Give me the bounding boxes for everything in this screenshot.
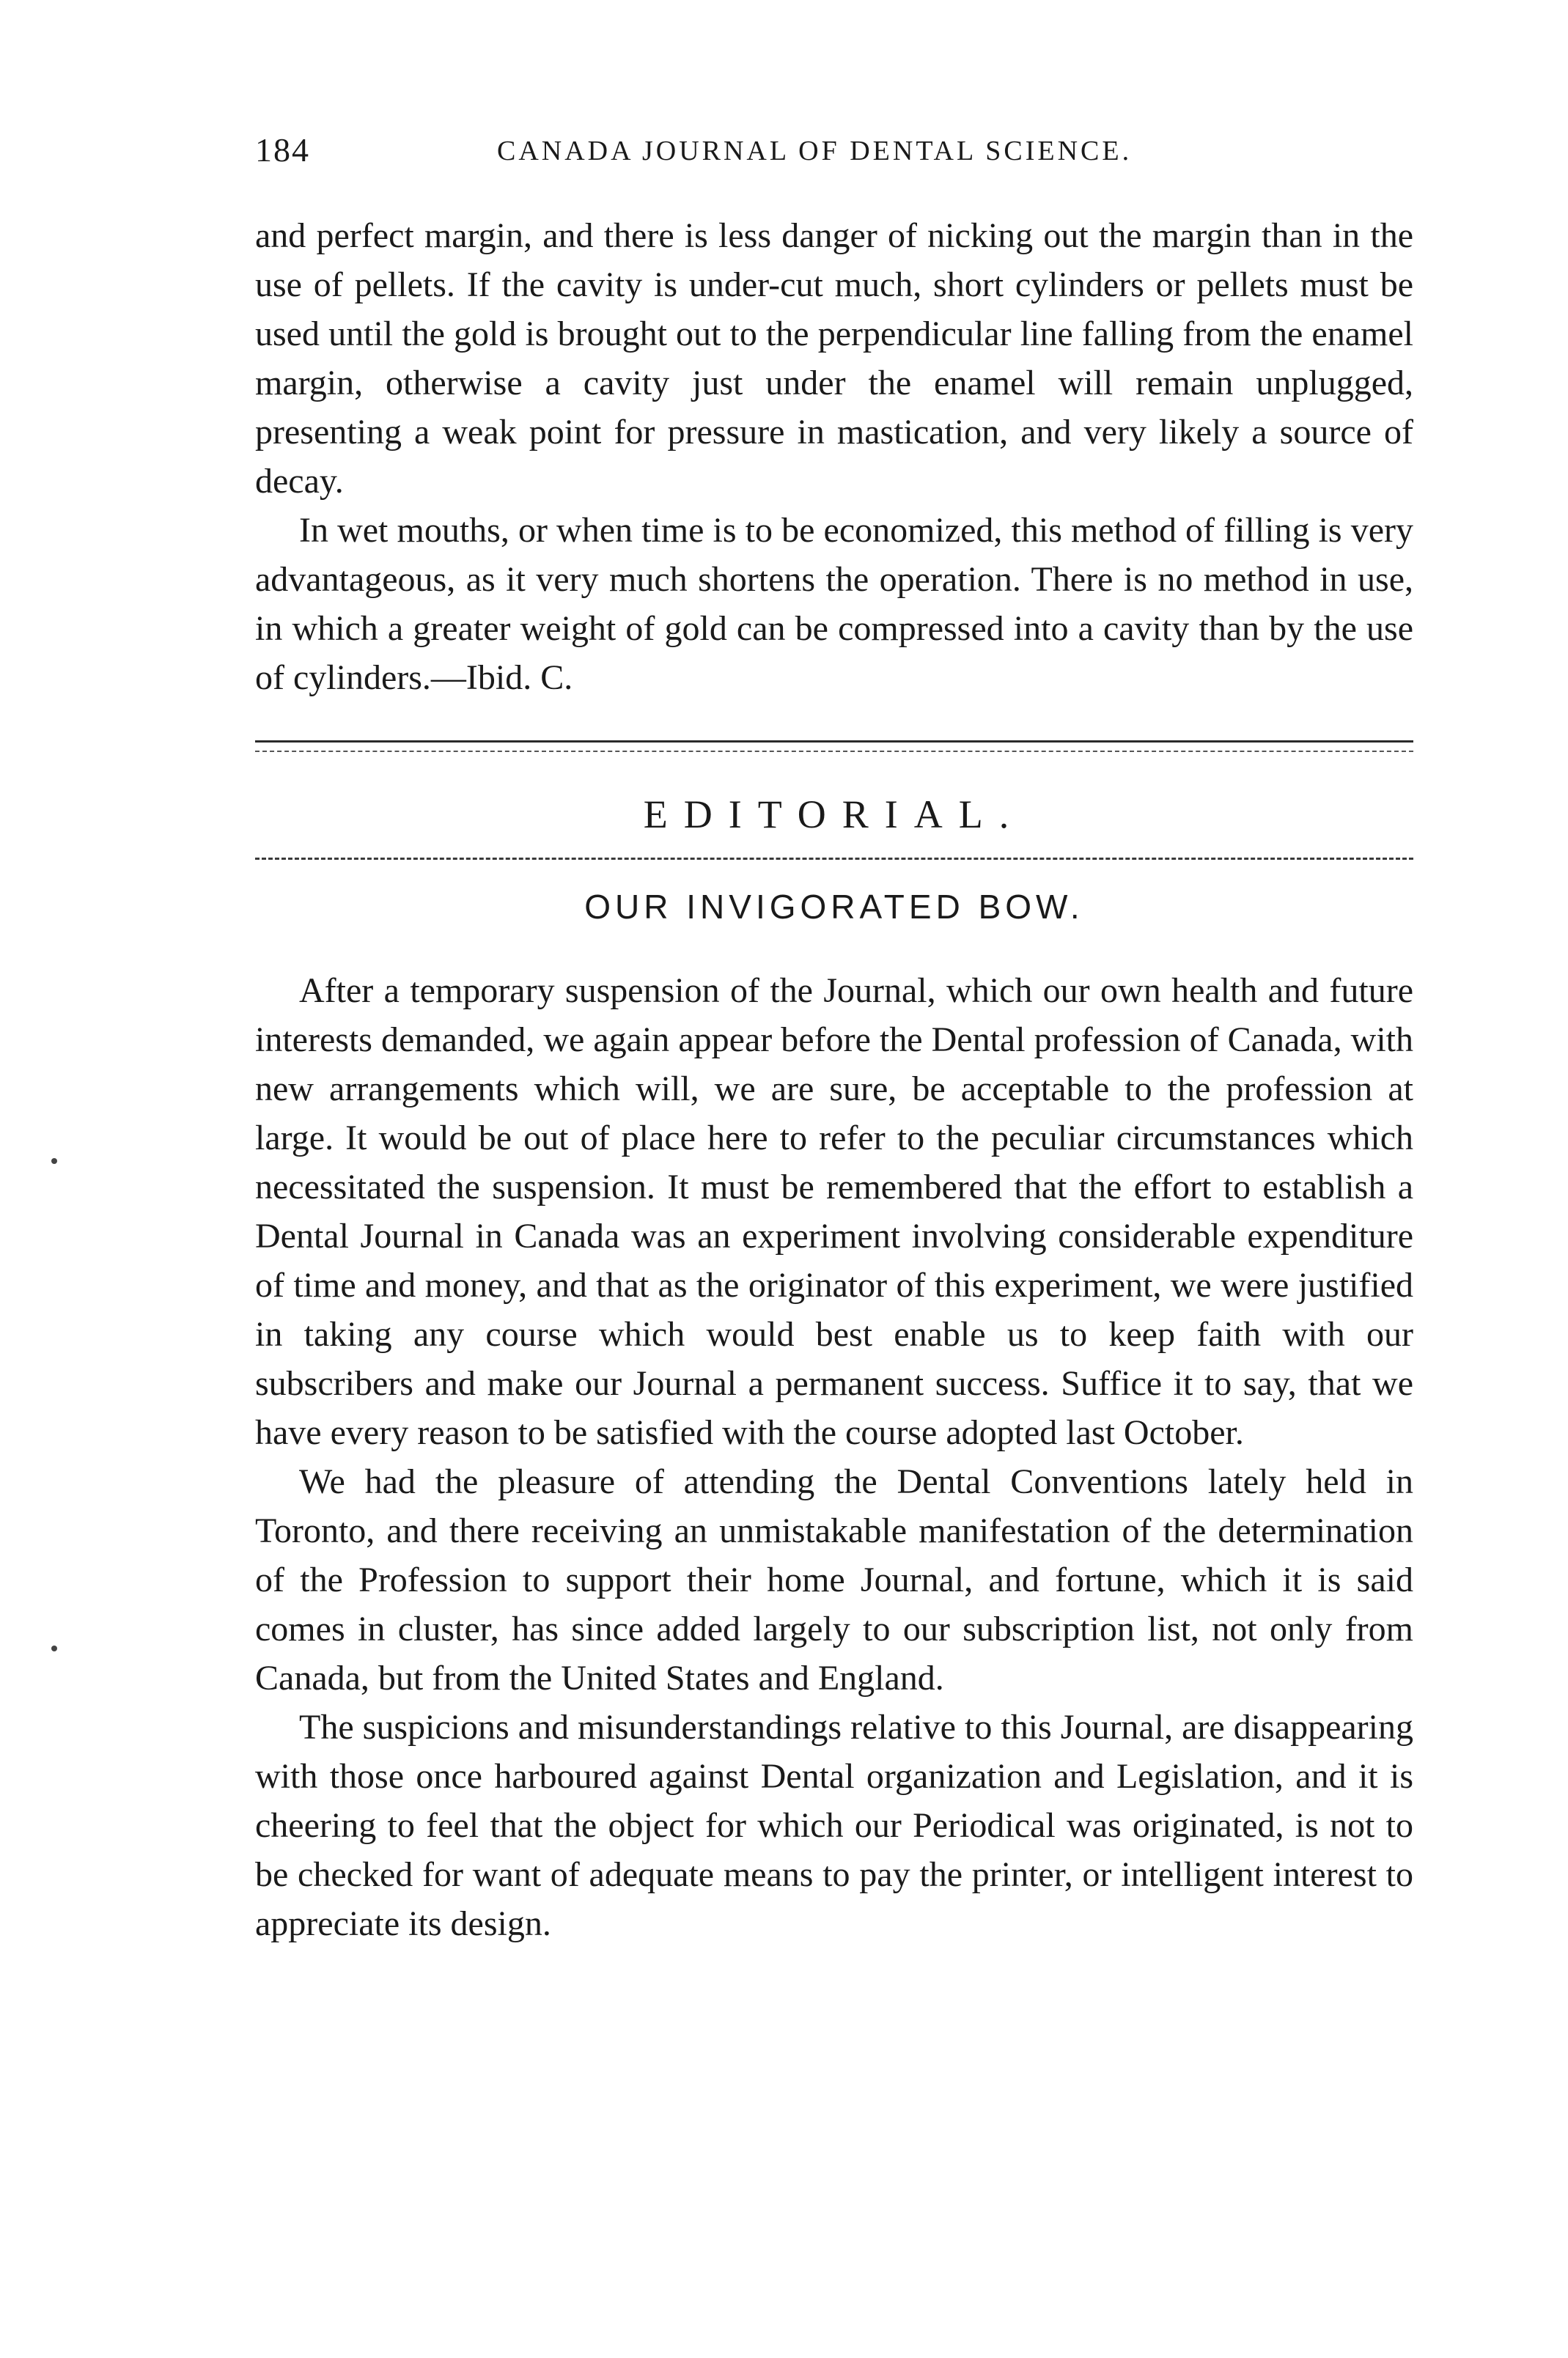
continuation-text xyxy=(255,211,1413,702)
scan-speck xyxy=(51,1646,57,1651)
page-number: 184 xyxy=(255,131,310,169)
section-title: EDITORIAL. xyxy=(643,792,1026,836)
continuation-paragraph: and perfect margin, and there is less danger of nicking out the margin than in the use of pellets. If the cavity is under-cut much, short cylinders or pellets must be used until the gold is brought out to the perpendicular line falling from the enamel margin, otherwise a cavity just under the enamel will remain unplugged, presenting a weak point for pressure in mastication, and very likely a source of decay. xyxy=(255,216,1413,501)
scan-speck xyxy=(51,1158,57,1164)
body-paragraph: The suspicions and misunderstandings relative to this Journal, are disappearing with those once harboured against Dental organization and Legislation, and it is cheering to feel that the object for which our Periodical was originated, is not to be checked for want of adequate means to pay the printer, or intelligent interest to appreciate its design. xyxy=(255,1708,1413,1943)
body-paragraph: After a temporary suspension of the Journal, which our own health and future interests demanded, we again appear before the Dental profession of Canada, with new arrangements which will, we are sure, be acceptable to the profession at large. It would be out of place here to refer to the peculiar circumstances which necessitated the suspension. It must be remembered that the effort to establish a Dental Journal in Canada was an experiment involving considerable expenditure of time and money, and that as the originator of this experiment, we were justified in taking any course which would best enable us to keep faith with our subscribers and make our Journal a permanent success. Suffice it to say, that we have every reason to be satisfied with the course adopted last October. xyxy=(255,971,1413,1452)
continuation-paragraph: In wet mouths, or when time is to be economized, this method of filling is very advantageous, as it very much shortens the operation. There is no method in use, in which a greater weight of gold can be compressed into a cavity than by the use of cylinders.—Ibid. C. xyxy=(255,511,1413,697)
section-divider xyxy=(255,740,1413,743)
title-divider xyxy=(255,858,1413,860)
editorial-body xyxy=(255,966,1413,1948)
article-title: OUR INVIGORATED BOW. xyxy=(584,888,1084,926)
section-divider-dashed xyxy=(255,751,1413,752)
running-head: CANADA JOURNAL OF DENTAL SCIENCE. xyxy=(497,136,1133,166)
body-paragraph: We had the pleasure of attending the Dental Conventions lately held in Toronto, and there receiving an unmistakable manifestation of the determination of the Profession to support their home Journal, and fortune, which it is said comes in cluster, has since added largely to our subscription list, not only from Canada, but from the United States and England. xyxy=(255,1462,1413,1698)
page-header xyxy=(255,130,1413,182)
